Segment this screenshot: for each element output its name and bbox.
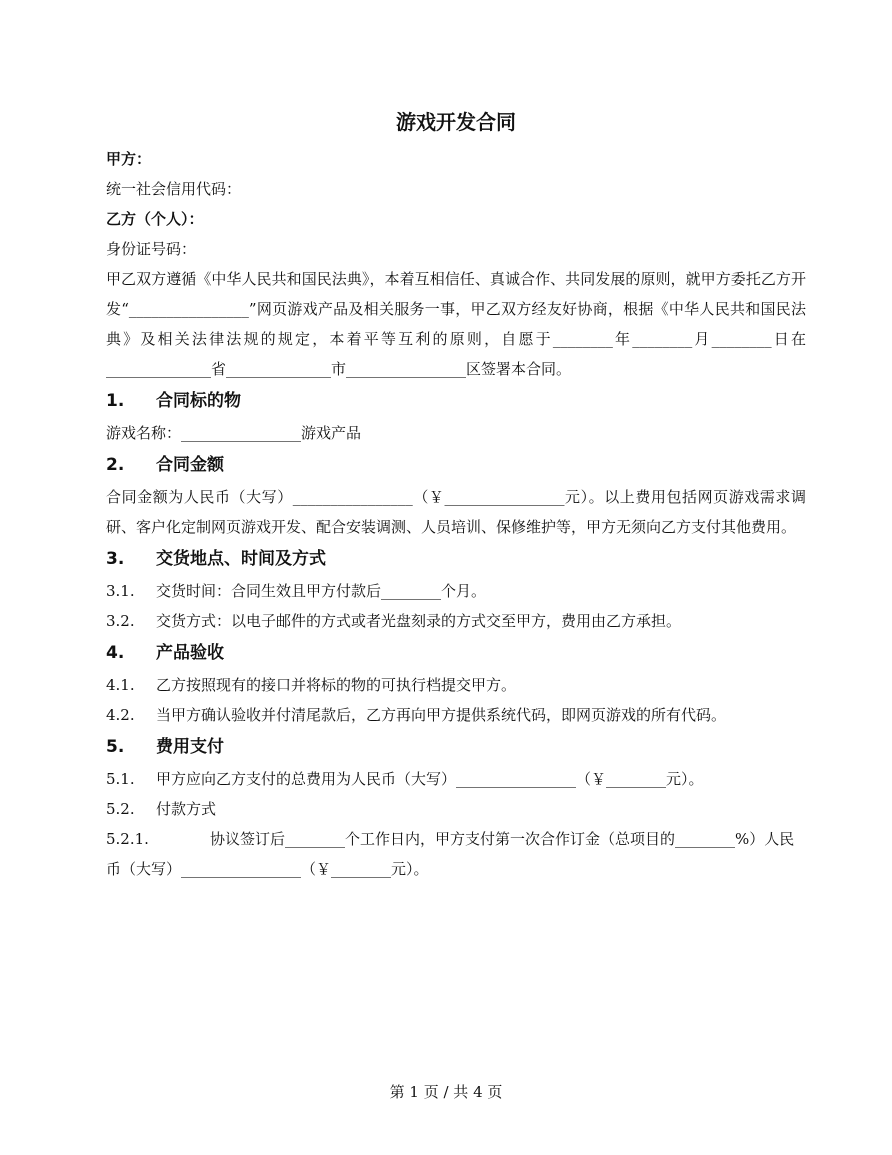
party-b-label: 乙方（个人）： — [106, 210, 204, 228]
item-number: 4.2. — [106, 706, 135, 724]
list-item — [106, 764, 806, 794]
item-text: 交货方式：以电子邮件的方式或者光盘刻录的方式交至甲方，费用由乙方承担。 — [156, 612, 682, 630]
section-number: 3. — [106, 549, 125, 569]
list-item — [106, 824, 806, 884]
document-body — [106, 100, 806, 884]
item-text: 甲方应向乙方支付的总费用为人民币（大写）________________（￥________元）。 — [156, 770, 704, 788]
page-title: 游戏开发合同 — [396, 110, 516, 134]
section-number: 1. — [106, 391, 125, 411]
section-number: 2. — [106, 455, 125, 475]
list-item — [106, 606, 806, 636]
section-title: 合同金额 — [156, 455, 224, 475]
list-item — [106, 670, 806, 700]
item-number: 4.1. — [106, 676, 135, 694]
section-title: 交货地点、时间及方式 — [156, 549, 326, 569]
section-3-heading — [106, 542, 806, 576]
item-text: 交货时间：合同生效且甲方付款后________个月。 — [156, 582, 487, 600]
item-text: 协议签订后________个工作日内，甲方支付第一次合作订金（总项目的________%）人民币（大写）________________（￥________元）。 — [106, 830, 795, 878]
section-title: 产品验收 — [156, 643, 224, 663]
item-number: 5.1. — [106, 770, 135, 788]
item-number: 5.2. — [106, 800, 135, 818]
item-text: 当甲方确认验收并付清尾款后，乙方再向甲方提供系统代码，即网页游戏的所有代码。 — [156, 706, 727, 724]
list-item — [106, 576, 806, 606]
party-a-label: 甲方： — [106, 150, 152, 168]
section-number: 4. — [106, 643, 125, 663]
page-footer: 第 1 页 / 共 4 页 — [389, 1083, 503, 1101]
item-text: 付款方式 — [156, 800, 217, 818]
section-number: 5. — [106, 737, 125, 757]
credit-code-label: 统一社会信用代码： — [106, 180, 242, 198]
id-number-label: 身份证号码： — [106, 240, 197, 258]
section-1-heading — [106, 384, 806, 418]
list-item — [106, 700, 806, 730]
section-title: 费用支付 — [156, 737, 224, 757]
item-number: 5.2.1. — [106, 830, 149, 848]
section-4-heading — [106, 636, 806, 670]
section-2-heading — [106, 448, 806, 482]
list-item — [106, 794, 806, 824]
preamble-paragraph: 甲乙双方遵循《中华人民共和国民法典》，本着互相信任、真诚合作、共同发展的原则，就甲方委托乙方开发“________________”网页游戏产品及相关服务一事，甲乙双方经友好协商，根据《中华人民共和国民法典》及相关法律法规的规定，本着平等互利的原则，自愿于________年________月________日在______________省______________市________________区签署本合同。 — [106, 270, 806, 378]
item-number: 3.2. — [106, 612, 135, 630]
item-number: 3.1. — [106, 582, 135, 600]
section-1-text: 游戏名称：________________游戏产品 — [106, 424, 362, 442]
section-title: 合同标的物 — [156, 391, 241, 411]
item-text: 乙方按照现有的接口并将标的物的可执行档提交甲方。 — [156, 676, 517, 694]
section-2-text: 合同金额为人民币（大写）________________（￥________________元）。以上费用包括网页游戏需求调研、客户化定制网页游戏开发、配合安装调测、人员培训、保修维护等，甲方无须向乙方支付其他费用。 — [106, 488, 806, 536]
section-5-heading — [106, 730, 806, 764]
